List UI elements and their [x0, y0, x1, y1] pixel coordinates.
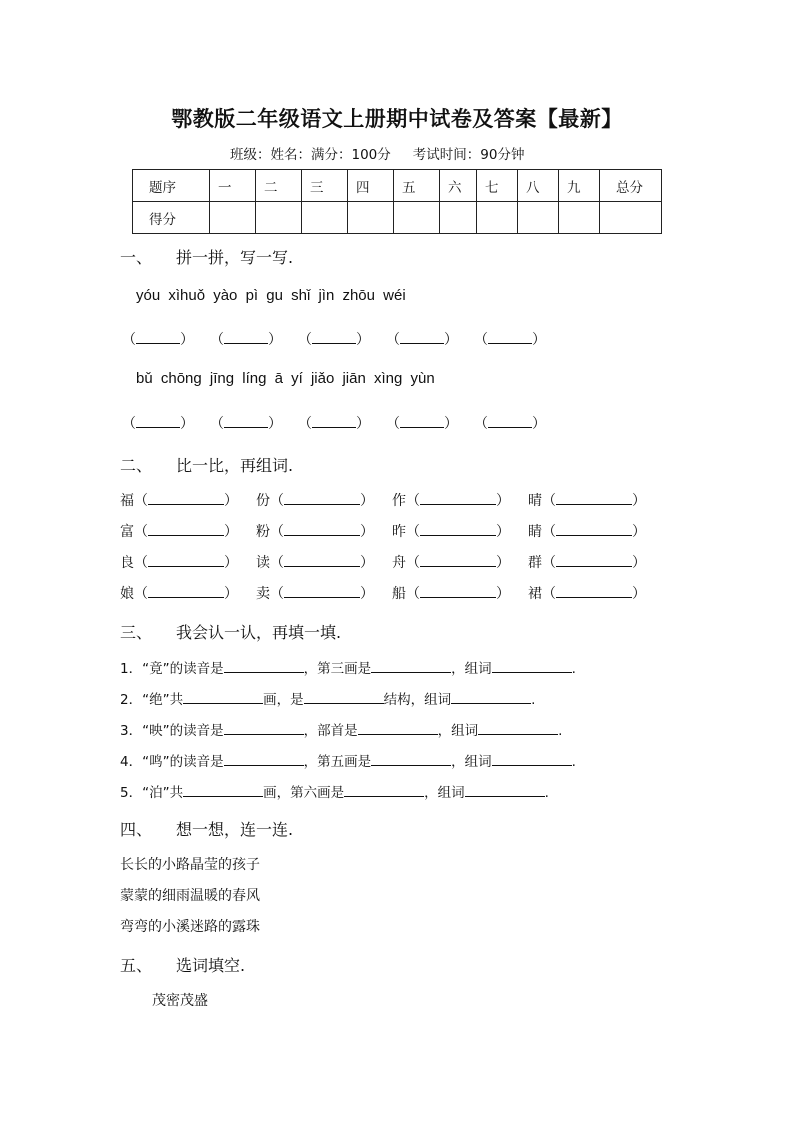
table-header-cell: 六	[440, 170, 477, 202]
table-header-cell: 八	[518, 170, 559, 202]
score-cell[interactable]	[210, 202, 256, 234]
section-number: 四、	[120, 820, 153, 839]
answer-blank[interactable]	[556, 554, 632, 567]
table-header-cell: 五	[394, 170, 440, 202]
answer-blank[interactable]	[224, 660, 304, 673]
answer-blank[interactable]	[492, 660, 572, 673]
compare-item: 份（ ）	[256, 493, 374, 509]
character: 舟	[392, 555, 406, 571]
answer-blank[interactable]	[420, 523, 496, 536]
compare-item: 读（ ）	[256, 555, 374, 571]
answer-blank[interactable]	[556, 523, 632, 536]
section-name: 想一想，连一连.	[176, 820, 294, 839]
compare-item: 昨（ ）	[392, 524, 510, 540]
character: 份	[256, 493, 270, 509]
answer-blank[interactable]	[465, 784, 545, 797]
table-header-cell: 题序	[133, 170, 210, 202]
score-table	[132, 169, 662, 234]
score-cell[interactable]	[440, 202, 477, 234]
section-number: 二、	[120, 456, 153, 475]
answer-blank[interactable]	[478, 722, 558, 735]
answer-blank[interactable]	[371, 753, 451, 766]
section-name: 我会认一认，再填一填.	[176, 623, 342, 642]
compare-item: 卖（ ）	[256, 586, 374, 602]
character: 晴	[528, 493, 542, 509]
answer-blank[interactable]	[148, 554, 224, 567]
score-table-header-row	[133, 170, 662, 202]
table-header-cell: 三	[302, 170, 348, 202]
section-name: 比一比，再组词.	[176, 456, 294, 475]
pinyin-row: yóu xìhuǒ yào pì gu shǐ jìn zhōu wéi	[136, 287, 406, 304]
answer-blank[interactable]	[224, 753, 304, 766]
character: 作	[392, 493, 406, 509]
table-row-label: 得分	[133, 202, 210, 234]
character: 富	[120, 524, 134, 540]
answer-blank[interactable]	[556, 492, 632, 505]
question-4: 4．“鸣”的读音是 ，第五画是 ，组词 .	[120, 754, 576, 770]
table-header-cell: 二	[256, 170, 302, 202]
answer-blank[interactable]	[492, 753, 572, 766]
answer-blank[interactable]	[371, 660, 451, 673]
compare-item: 福（ ）	[120, 493, 238, 509]
score-cell[interactable]	[348, 202, 394, 234]
compare-item: 群（ ）	[528, 555, 646, 571]
compare-item: 裙（ ）	[528, 586, 646, 602]
answer-blank[interactable]	[344, 784, 424, 797]
answer-blank[interactable]	[451, 691, 531, 704]
table-header-cell: 一	[210, 170, 256, 202]
score-cell[interactable]	[394, 202, 440, 234]
answer-blank-row: （ ） （ ） （ ） （ ） （ ）	[122, 416, 546, 432]
answer-blank[interactable]	[358, 722, 438, 735]
compare-item: 良（ ）	[120, 555, 238, 571]
question-3: 3．“映”的读音是 ，部首是 ，组词 .	[120, 723, 563, 739]
matching-line: 弯弯的小溪迷路的露珠	[120, 919, 260, 935]
exam-info	[230, 143, 524, 163]
answer-blank-row: （ ） （ ） （ ） （ ） （ ）	[122, 332, 546, 348]
table-header-cell: 七	[477, 170, 518, 202]
character: 良	[120, 555, 134, 571]
compare-item: 睛（ ）	[528, 524, 646, 540]
section-number: 五、	[120, 956, 153, 975]
answer-blank[interactable]	[284, 554, 360, 567]
character: 福	[120, 493, 134, 509]
score-cell[interactable]	[559, 202, 600, 234]
score-cell[interactable]	[256, 202, 302, 234]
score-table-score-row	[133, 202, 662, 234]
answer-blank[interactable]	[284, 523, 360, 536]
character: 粉	[256, 524, 270, 540]
answer-blank[interactable]	[488, 415, 532, 428]
answer-blank[interactable]	[136, 331, 180, 344]
answer-blank[interactable]	[312, 331, 356, 344]
answer-blank[interactable]	[148, 585, 224, 598]
character: 娘	[120, 586, 134, 602]
table-header-cell: 四	[348, 170, 394, 202]
compare-item: 富（ ）	[120, 524, 238, 540]
question-1: 1．“竟”的读音是 ，第三画是 ，组词 .	[120, 661, 576, 677]
section-number: 三、	[120, 623, 153, 642]
score-cell[interactable]	[302, 202, 348, 234]
answer-blank[interactable]	[183, 691, 263, 704]
compare-item: 晴（ ）	[528, 493, 646, 509]
answer-blank[interactable]	[400, 331, 444, 344]
page-title: 鄂教版二年级语文上册期中试卷及答案【最新】	[171, 106, 623, 131]
matching-line: 蒙蒙的细雨温暖的春风	[120, 888, 260, 904]
answer-blank[interactable]	[556, 585, 632, 598]
answer-blank[interactable]	[183, 784, 263, 797]
character: 卖	[256, 586, 270, 602]
answer-blank[interactable]	[224, 415, 268, 428]
answer-blank[interactable]	[488, 331, 532, 344]
compare-item: 作（ ）	[392, 493, 510, 509]
answer-blank[interactable]	[304, 691, 384, 704]
character: 睛	[528, 524, 542, 540]
compare-item: 船（ ）	[392, 586, 510, 602]
answer-blank[interactable]	[148, 523, 224, 536]
question-5: 5．“泊”共 画，第六画是 ，组词 .	[120, 785, 549, 801]
compare-item: 粉（ ）	[256, 524, 374, 540]
compare-row	[120, 552, 664, 572]
answer-blank[interactable]	[224, 331, 268, 344]
character: 裙	[528, 586, 542, 602]
answer-blank[interactable]	[420, 492, 496, 505]
answer-blank[interactable]	[224, 722, 304, 735]
pinyin-row: bǔ chōng jīng líng ā yí jiǎo jiān xìng yùn	[136, 370, 435, 387]
section-1-heading	[120, 245, 293, 268]
score-cell[interactable]	[600, 202, 662, 234]
section-name: 选词填空.	[176, 956, 246, 975]
section-name: 拼一拼，写一写.	[176, 248, 294, 267]
section-number: 一、	[120, 248, 153, 267]
answer-blank[interactable]	[284, 492, 360, 505]
section-5-heading	[120, 953, 245, 976]
answer-blank[interactable]	[400, 415, 444, 428]
score-cell[interactable]	[477, 202, 518, 234]
score-cell[interactable]	[518, 202, 559, 234]
table-header-cell: 九	[559, 170, 600, 202]
answer-blank[interactable]	[136, 415, 180, 428]
compare-row	[120, 490, 664, 510]
answer-blank[interactable]	[420, 554, 496, 567]
compare-row	[120, 521, 664, 541]
word-choices: 茂密茂盛	[152, 993, 208, 1009]
compare-row	[120, 583, 664, 603]
matching-line: 长长的小路晶莹的孩子	[120, 857, 260, 873]
section-2-heading	[120, 453, 293, 476]
character: 读	[256, 555, 270, 571]
compare-item: 娘（ ）	[120, 586, 238, 602]
character: 船	[392, 586, 406, 602]
question-2: 2．“绝”共 画，是 结构，组词 .	[120, 692, 536, 708]
answer-blank[interactable]	[284, 585, 360, 598]
table-header-cell: 总分	[600, 170, 662, 202]
answer-blank[interactable]	[148, 492, 224, 505]
character: 群	[528, 555, 542, 571]
section-3-heading	[120, 620, 341, 643]
student-info: 班级：姓名：满分：100分	[230, 147, 391, 163]
answer-blank[interactable]	[420, 585, 496, 598]
section-4-heading	[120, 817, 293, 840]
answer-blank[interactable]	[312, 415, 356, 428]
compare-item: 舟（ ）	[392, 555, 510, 571]
character: 昨	[392, 524, 406, 540]
exam-time: 考试时间：90分钟	[412, 147, 525, 163]
